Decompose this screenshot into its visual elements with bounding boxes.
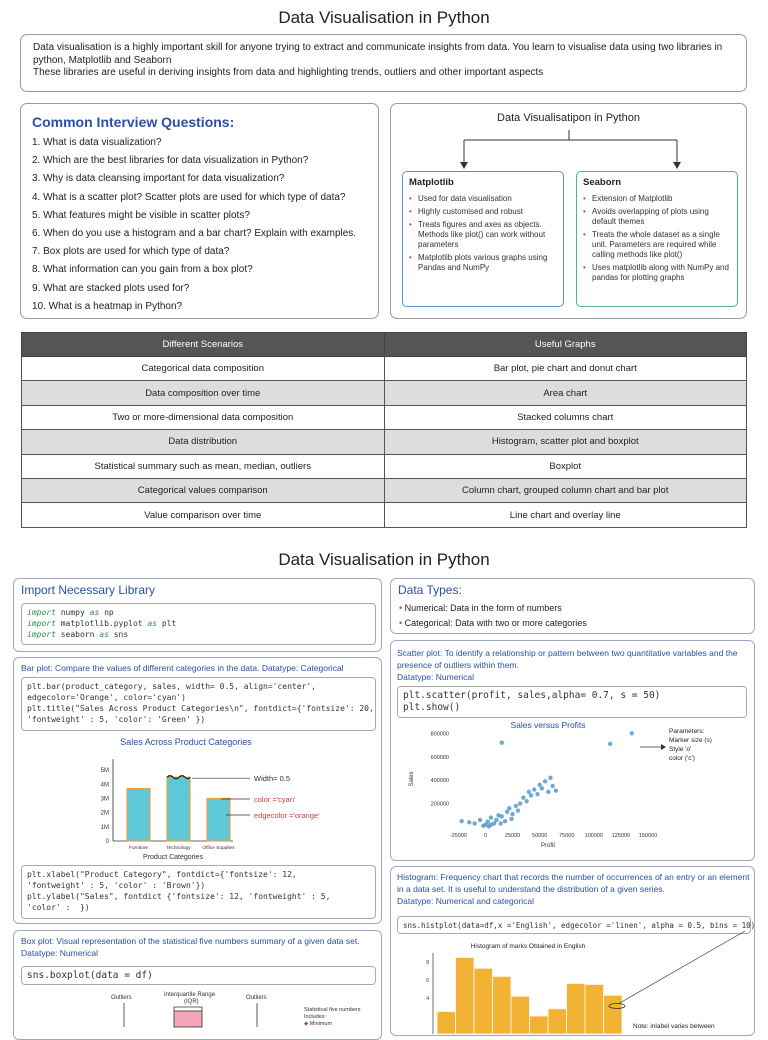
seaborn-title: Seaborn bbox=[583, 177, 622, 188]
column-header: Different Scenarios bbox=[22, 333, 385, 357]
table-row bbox=[22, 381, 747, 405]
scatter-point bbox=[507, 806, 511, 810]
graph-cell: Histogram, scatter plot and boxplot bbox=[384, 430, 747, 454]
boxplot-code-block: sns.boxplot(data = df) bbox=[21, 966, 376, 985]
y-tick-label: 6 bbox=[426, 978, 429, 984]
scatter-point bbox=[467, 820, 471, 824]
interview-questions-title: Common Interview Questions: bbox=[32, 114, 235, 130]
minimum-label: ◆ Minimum bbox=[304, 1021, 333, 1027]
scatter-datatype: Datatype: Numerical bbox=[397, 672, 475, 682]
table-row bbox=[22, 357, 747, 381]
matplotlib-title: Matplotlib bbox=[409, 177, 454, 188]
seaborn-point: • Uses matplotlib along with NumPy and pandas for plotting graphs bbox=[583, 263, 731, 283]
library-diagram bbox=[390, 103, 747, 319]
iqr-label-2: (IQR) bbox=[184, 999, 199, 1005]
y-tick-label: 8 bbox=[426, 960, 429, 966]
scatter-point bbox=[487, 824, 491, 828]
graph-cell: Line chart and overlay line bbox=[384, 503, 747, 527]
matplotlib-point: • Matplotlib plots various graphs using Pandas and NumPy bbox=[409, 253, 557, 273]
question-item: 8. What information can you gain from a box plot? bbox=[32, 264, 253, 276]
histogram-chart bbox=[393, 939, 753, 1029]
scatter-point bbox=[500, 741, 504, 745]
x-axis-title: Profit bbox=[540, 843, 556, 849]
intro-text-1: Data visualisation is a highly important skill for anyone trying to extract and communicate insights from data. You learn to visualise data using two libraries in python, Matplotlib and Seaborn bbox=[33, 42, 723, 66]
graph-cell: Boxplot bbox=[384, 454, 747, 478]
scatter-param-label: Parameters: bbox=[669, 728, 705, 735]
includes-label: Includes: bbox=[304, 1014, 327, 1020]
boxplot-description: Box plot: Visual representation of the statistical five numbers summary of a given data set. bbox=[21, 936, 360, 946]
scatter-point bbox=[494, 818, 498, 822]
seaborn-card bbox=[576, 171, 738, 307]
summary-label: Statistical five numbers bbox=[304, 1007, 361, 1013]
scatter-point bbox=[532, 787, 536, 791]
import-panel bbox=[13, 578, 382, 652]
scatter-point bbox=[608, 742, 612, 746]
scenario-cell: Statistical summary such as mean, median, outliers bbox=[22, 454, 385, 478]
histogram-bar bbox=[437, 1012, 456, 1035]
question-item: 6. When do you use a histogram and a bar chart? Explain with examples. bbox=[32, 228, 357, 240]
scatter-point bbox=[489, 815, 493, 819]
datatypes-panel bbox=[390, 578, 755, 634]
datatypes-title: Data Types: bbox=[398, 583, 462, 597]
scatter-param-label: color ('c') bbox=[669, 755, 695, 762]
scatter-point bbox=[509, 817, 513, 821]
histogram-bar bbox=[585, 985, 604, 1035]
y-tick-label: 400000 bbox=[430, 778, 449, 785]
scatter-param-label: Marker size (s) bbox=[669, 737, 712, 744]
y-tick-label: 4 bbox=[426, 996, 429, 1002]
histogram-bar bbox=[530, 1016, 549, 1034]
scenario-cell: Data composition over time bbox=[22, 381, 385, 405]
x-tick-label: Office Supplies bbox=[202, 846, 235, 851]
y-tick-label: 5M bbox=[100, 768, 109, 775]
histogram-bar bbox=[567, 984, 586, 1034]
table-row bbox=[22, 478, 747, 502]
histogram-bar bbox=[493, 976, 512, 1034]
matplotlib-point: • Treats figures and axes as objects. Methods like plot() can work without parameters bbox=[409, 220, 557, 250]
bins-arrow bbox=[618, 931, 745, 1004]
y-tick-label: 4M bbox=[100, 782, 109, 789]
column-header: Useful Graphs bbox=[384, 333, 747, 357]
box-shape bbox=[174, 1011, 202, 1027]
histogram-bar bbox=[548, 1009, 567, 1034]
matplotlib-point: • Used for data visualisation bbox=[409, 194, 557, 204]
x-tick-label: 125000 bbox=[611, 833, 631, 839]
seaborn-point: • Avoids overlapping of plots using default themes bbox=[583, 207, 731, 227]
histogram-description: Histogram: Frequency chart that records the number of occurrences of an entry or an element in a data set. It is useful to understand the distribution of a given series. bbox=[397, 872, 750, 894]
scatter-point bbox=[516, 808, 520, 812]
interview-questions-list bbox=[32, 134, 367, 316]
histogram-bar bbox=[456, 958, 475, 1035]
question-item: 1. What is data visualization? bbox=[32, 137, 162, 148]
scatter-point bbox=[472, 821, 476, 825]
scatter-description: Scatter plot: To identify a relationship or pattern between two quantitative variables and the presence of outliers within them. bbox=[397, 648, 738, 670]
x-tick-label: -25000 bbox=[449, 833, 467, 839]
matplotlib-card bbox=[402, 171, 564, 307]
diagram-title: Data Visualisatipon in Python bbox=[497, 112, 640, 124]
scatter-point bbox=[550, 784, 554, 788]
iqr-label: Interquartile Range bbox=[164, 992, 216, 998]
width-annotation: Width= 0.5 bbox=[254, 774, 291, 784]
histogram-bar bbox=[474, 968, 493, 1034]
x-tick-label: 50000 bbox=[532, 833, 548, 839]
histogram-bar bbox=[511, 996, 530, 1034]
y-tick-label: 2M bbox=[100, 810, 109, 817]
y-tick-label: 3M bbox=[100, 796, 109, 803]
x-tick-label: Furniture bbox=[128, 846, 149, 851]
scatter-point bbox=[481, 824, 485, 828]
question-item: 9. What are stacked plots used for? bbox=[32, 282, 190, 294]
seaborn-point: • Extension of Matplotlib bbox=[583, 194, 731, 204]
histogram-panel bbox=[390, 866, 755, 1036]
scatter-point bbox=[524, 799, 528, 803]
bar bbox=[167, 777, 190, 841]
scenario-cell: Categorical data composition bbox=[22, 357, 385, 381]
params-arrowhead bbox=[661, 744, 666, 750]
scatter-chart bbox=[393, 719, 753, 859]
question-item: 4. What is a scatter plot? Scatter plots are used for which type of data? bbox=[32, 191, 346, 203]
chart-title: Histogram of marks Obtained in English bbox=[470, 943, 586, 950]
outliers-right-label: Outliers bbox=[246, 995, 267, 1001]
histogram-bar bbox=[604, 995, 623, 1034]
scatter-point bbox=[535, 792, 539, 796]
matplotlib-point: • Highly customised and robust bbox=[409, 207, 557, 217]
bar-chart bbox=[18, 733, 378, 863]
scatter-point bbox=[521, 796, 525, 800]
chart-title: Sales Across Product Categories bbox=[120, 737, 252, 747]
y-tick-label: 0 bbox=[105, 839, 109, 845]
table-header-row bbox=[22, 333, 747, 357]
y-tick-label: 800000 bbox=[430, 731, 449, 738]
page-title: Data Visualisation in Python bbox=[278, 8, 490, 27]
import-title: Import Necessary Library bbox=[21, 583, 156, 597]
color-annotation: color ='cyan' bbox=[254, 795, 296, 804]
graph-cell: Column chart, grouped column chart and bar plot bbox=[384, 478, 747, 502]
y-tick-label: 200000 bbox=[430, 801, 449, 808]
histogram-note: Note: inlabel varies between bbox=[633, 1023, 715, 1030]
y-tick-label: 1M bbox=[100, 824, 109, 831]
question-item: 2. Which are the best libraries for data visualization in Python? bbox=[32, 155, 309, 167]
x-tick-label: 100000 bbox=[584, 833, 604, 839]
graph-cell: Bar plot, pie chart and donut chart bbox=[384, 357, 747, 381]
intro-text-2: These libraries are useful in deriving insights from data and highlighting trends, outliers and other important aspects bbox=[33, 67, 544, 78]
import-code-block: import numpy as np import matplotlib.pyplot as plt import seaborn as sns bbox=[21, 603, 376, 645]
outliers-left-label: Outliers bbox=[111, 995, 132, 1001]
barplot-panel bbox=[13, 657, 382, 924]
x-tick-label: 25000 bbox=[504, 833, 521, 839]
interview-questions-box bbox=[20, 103, 379, 319]
bar bbox=[127, 789, 150, 841]
question-item: 10. What is a heatmap in Python? bbox=[32, 300, 183, 312]
scatter-point bbox=[554, 789, 558, 793]
boxplot-datatype: Datatype: Numerical bbox=[21, 948, 99, 958]
scatter-point bbox=[514, 804, 518, 808]
scatter-point bbox=[540, 786, 544, 790]
boxplot-panel bbox=[13, 930, 382, 1040]
x-tick-label: 0 bbox=[483, 833, 488, 839]
edgecolor-annotation: edgecolor ='orange' bbox=[254, 811, 320, 820]
scenarios-table bbox=[21, 332, 747, 528]
question-item: 5. What features might be visible in scatter plots? bbox=[32, 209, 250, 221]
scenario-cell: Categorical values comparison bbox=[22, 478, 385, 502]
scatter-point bbox=[478, 818, 482, 822]
x-tick-label: 75000 bbox=[559, 833, 575, 839]
graph-cell: Stacked columns chart bbox=[384, 405, 747, 429]
graph-cell: Area chart bbox=[384, 381, 747, 405]
scatter-point bbox=[630, 731, 634, 735]
scenario-cell: Value comparison over time bbox=[22, 503, 385, 527]
y-axis-title: Sales bbox=[409, 771, 415, 787]
scatter-point bbox=[485, 820, 489, 824]
y-tick-label: 600000 bbox=[430, 754, 449, 761]
x-tick-label: 150000 bbox=[638, 833, 658, 839]
histogram-code-block: sns.histplot(data=df,x ='English', edgecolor ='linen', alpha = 0.5, bins = 10) bbox=[397, 916, 751, 934]
scatter-panel bbox=[390, 640, 755, 861]
barplot-code-block: plt.bar(product_category, sales, width= 0.5, align='center', edgecolor='Orange', color='cyan') plt.title("Sales Across Product Categories\n", fontdict={'fontsize': 20, 'fontweight' : 5, 'color': 'Green' }) bbox=[21, 677, 376, 731]
question-item: 3. Why is data cleansing important for data visualization? bbox=[32, 173, 285, 185]
scatter-point bbox=[543, 779, 547, 783]
scenario-cell: Data distribution bbox=[22, 430, 385, 454]
seaborn-point: • Treats the whole dataset as a single unit. Parameters are required while calling methods like plot() bbox=[583, 230, 731, 260]
scatter-code-block: plt.scatter(profit, sales,alpha= 0.7, s = 50) plt.show() bbox=[397, 686, 747, 718]
histogram-datatype: Datatype: Numerical and categorical bbox=[397, 896, 535, 906]
scatter-point bbox=[510, 812, 514, 816]
scatter-point bbox=[500, 814, 504, 818]
x-tick-label: Technology bbox=[166, 846, 191, 851]
table-row bbox=[22, 503, 747, 527]
table-row bbox=[22, 454, 747, 478]
scatter-point bbox=[503, 819, 507, 823]
scatter-point bbox=[529, 793, 533, 797]
bar bbox=[207, 798, 230, 841]
intro-box bbox=[20, 34, 747, 92]
table-row bbox=[22, 405, 747, 429]
question-item: 7. Box plots are used for which type of data? bbox=[32, 246, 230, 258]
scatter-param-label: Style 'o' bbox=[669, 746, 692, 753]
scatter-point bbox=[498, 821, 502, 825]
boxplot-diagram bbox=[14, 987, 383, 1027]
x-axis-title: Product Categories bbox=[143, 854, 203, 861]
scatter-point bbox=[459, 819, 463, 823]
scatter-point bbox=[546, 790, 550, 794]
axis-label-code-block: plt.xlabel("Product Category", fontdict={'fontsize': 12, 'fontweight' : 5, 'color' : 'Brown'}) plt.ylabel("Sales", fontdict {'fontsize': 12, 'fontweight' : 5, 'color' : }) bbox=[21, 865, 376, 919]
scatter-point bbox=[548, 776, 552, 780]
datatype-item: • Categorical: Data with two or more categories bbox=[399, 616, 746, 631]
page-title-2: Data Visualisation in Python bbox=[278, 550, 490, 569]
scenario-cell: Two or more-dimensional data composition bbox=[22, 405, 385, 429]
diagram-connectors bbox=[391, 104, 748, 174]
barplot-description: Bar plot: Compare the values of different categories in the data. Datatype: Categorical bbox=[21, 663, 344, 673]
datatype-item: • Numerical: Data in the form of numbers bbox=[399, 601, 746, 616]
chart-title: Sales versus Profits bbox=[510, 720, 586, 730]
table-row bbox=[22, 430, 747, 454]
scatter-point bbox=[518, 801, 522, 805]
